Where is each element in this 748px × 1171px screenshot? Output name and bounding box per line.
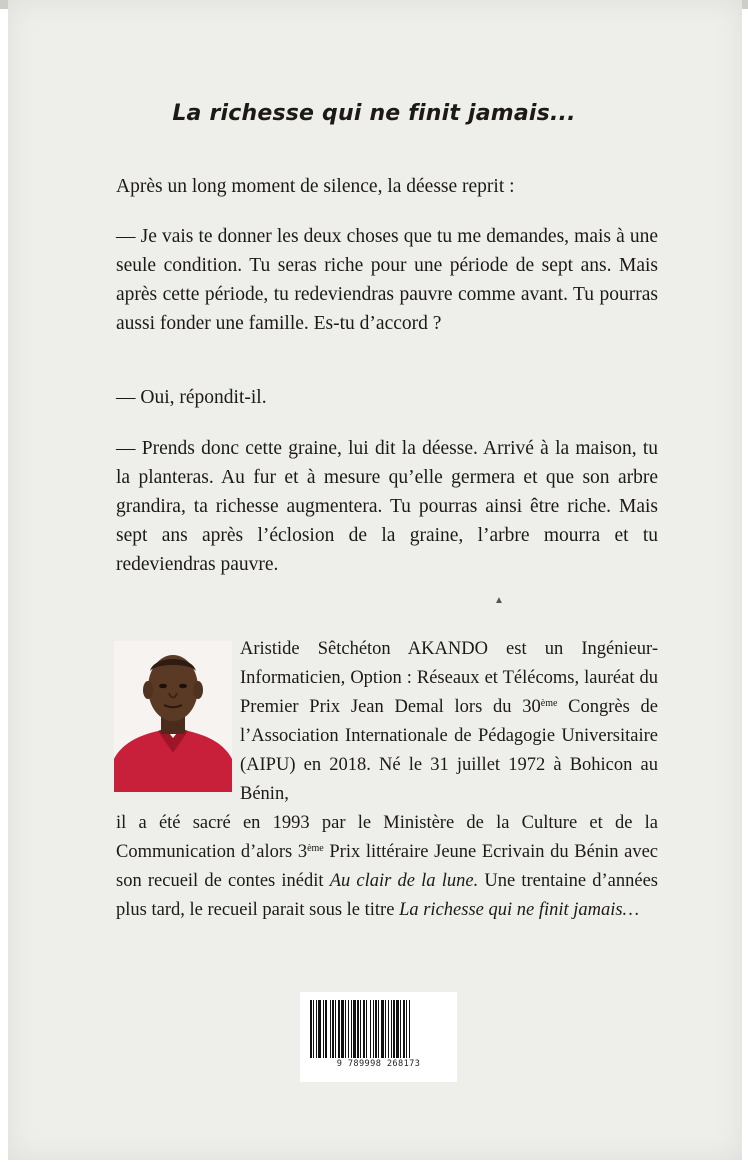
book-title: La richesse qui ne finit jamais... [172, 101, 576, 126]
paragraph-2: — Je vais te donner les deux choses que tu me demandes, mais à une seule condition. Tu seras riche pour une période de sept ans. Mais après cette période, tu redeviendras pauvre comme avant. Tu pourras aussi fonder une famille. Es-tu d’accord ? [116, 226, 658, 334]
barcode-bar [332, 1000, 334, 1058]
barcode-bar [393, 1000, 395, 1058]
barcode-bar [330, 1000, 331, 1058]
paragraph-1: Après un long moment de silence, la déesse reprit : [116, 176, 515, 197]
barcode-bar [403, 1000, 405, 1058]
barcode-bar [366, 1000, 367, 1058]
bio-superscript-1: ème [540, 698, 558, 709]
barcode-bar [310, 1000, 312, 1058]
barcode-bar [391, 1000, 392, 1058]
bio-text-a: Aristide Sêtchéton AKANDO est un Ingénieur- Informaticien, Option : Réseaux et Télécoms, lauréat du Premier Prix Jean Demal lors du 30 [240, 639, 658, 717]
bio-text-b: Congrès de l’Association Internationale de Pédagogie Universitaire (AIPU) en 2018. Né le 31 juillet 1972 à Bohicon au Bénin, [240, 697, 658, 804]
barcode-bar [363, 1000, 365, 1058]
barcode-bar [357, 1000, 359, 1058]
barcode-bar [406, 1000, 407, 1058]
barcode-bar [335, 1000, 336, 1058]
barcode-bar [409, 1000, 410, 1058]
barcode-bar [351, 1000, 352, 1058]
barcode-bar [385, 1000, 386, 1058]
barcode-bar [325, 1000, 327, 1058]
bio-text-c: il a été sacré en 1993 par le Ministère de la Culture et de la Communication d’alors 3 [116, 813, 658, 862]
paragraph-4: — Prends donc cette graine, lui dit la déesse. Arrivé à la maison, tu la planteras. Au fur et à mesure qu’elle germera et que son arbre grandira, ta richesse augmentera. Tu pourras ainsi être riche. Mais sept ans après l’éclosion de la graine, l’arbre mourra et tu redeviendras pauvre. [116, 438, 658, 575]
barcode-bar [341, 1000, 344, 1058]
author-bio-continued [116, 809, 658, 925]
bio-text-e: Une trentaine d’années plus tard, le recueil parait sous le titre [116, 871, 658, 920]
author-bio-intro [240, 635, 658, 809]
barcode-icon [308, 1000, 449, 1060]
author-photo [114, 641, 232, 792]
isbn-digits: 9 789998 268173 [336, 1059, 421, 1069]
barcode-bar [373, 1000, 374, 1058]
bio-book-title-2: La richesse qui ne finit jamais… [399, 900, 640, 920]
paragraph-3: — Oui, répondit-il. [116, 387, 267, 408]
barcode-bar [360, 1000, 361, 1058]
bio-text-d: Prix littéraire Jeune Ecrivain du Bénin avec son recueil de contes inédit [116, 842, 658, 891]
bio-book-title-1: Au clair de la lune. [329, 871, 479, 891]
barcode-bar [375, 1000, 377, 1058]
barcode-bar [378, 1000, 379, 1058]
small-mark: ▲ [494, 595, 504, 606]
author-portrait-icon [114, 641, 232, 792]
barcode-bar [316, 1000, 317, 1058]
barcode-bar [381, 1000, 384, 1058]
barcode-bar [388, 1000, 389, 1058]
barcode-bar [338, 1000, 340, 1058]
barcode-bar [400, 1000, 401, 1058]
barcode-bar [313, 1000, 314, 1058]
barcode-bar [370, 1000, 371, 1058]
barcode-bar [353, 1000, 356, 1058]
barcode-bar [345, 1000, 346, 1058]
barcode-bar [396, 1000, 399, 1058]
barcode-bar [318, 1000, 321, 1058]
barcode-label [300, 992, 457, 1082]
bio-superscript-2: ème [307, 843, 324, 854]
barcode-bar [348, 1000, 349, 1058]
barcode-bar [323, 1000, 324, 1058]
